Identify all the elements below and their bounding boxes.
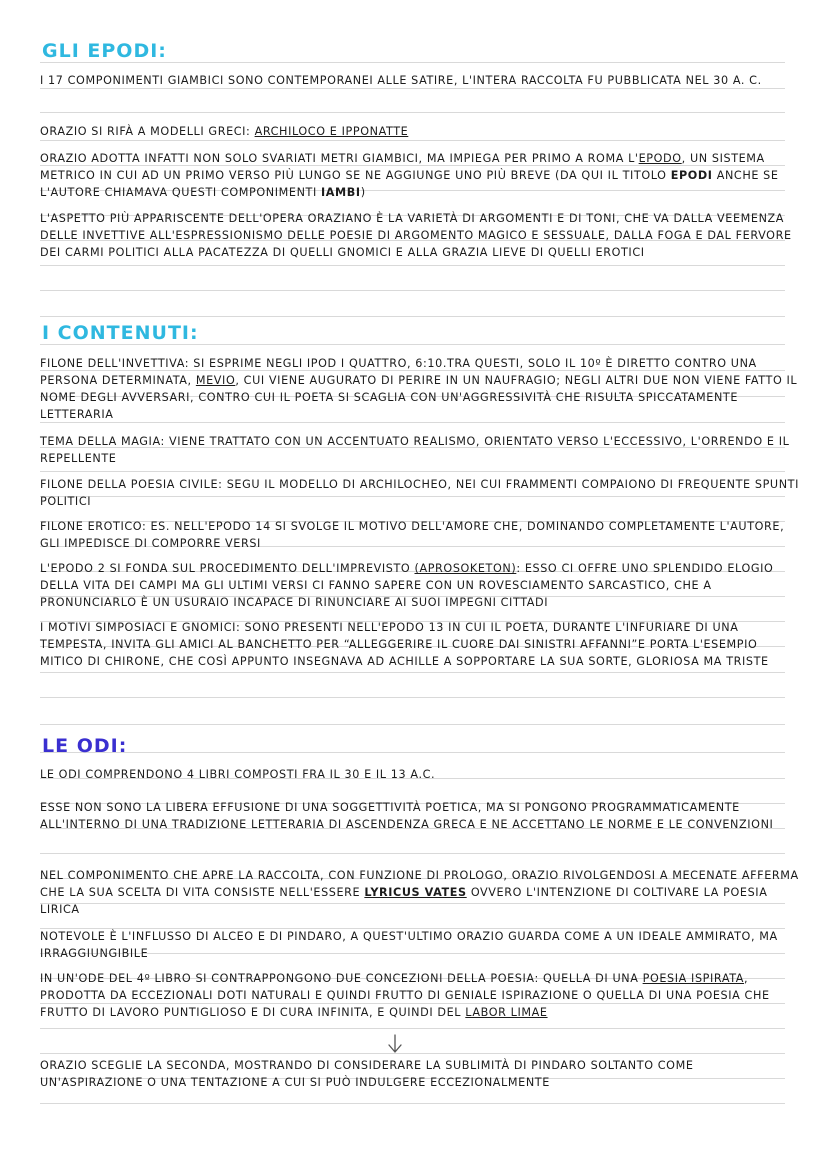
epodi-paragraph-2 (40, 123, 800, 140)
rule-line (40, 265, 785, 266)
rule-line (40, 853, 785, 854)
contenuti-p5-underlined: (APROSOKETON) (414, 562, 517, 575)
contenuti-paragraph-3: FILONE DELLA POESIA CIVILE: SEGU IL MODELLO DI ARCHILOCHEO, NEI CUI FRAMMENTI COMPAIONO DI FREQUENTE SPUNTI POLITICI (40, 478, 800, 508)
section-title-odi: LE ODI: (42, 735, 128, 757)
section-title-contenuti: I CONTENUTI: (42, 322, 199, 344)
contenuti-p5-text-b: : ESSO CI OFFRE UNO SPLENDIDO ELOGIO DELLA VITA DEI CAMPI MA GLI ULTIMI VERSI CI FANNO SAPERE CON UN ROVESCIAMENTO SARCASTICO, CHE A PRONUNCIARLO È UN USURAIO INCAPACE DI RINUNCIARE AI SUOI IMPEGNI CITTADI (40, 562, 774, 609)
contenuti-paragraph-6: I MOTIVI SIMPOSIACI E GNOMICI: SONO PRESENTI NELL'EPODO 13 IN CUI IL POETA, DURANTE L'INFURIARE DI UNA TEMPESTA, INVITA GLI AMICI AL BANCHETTO PER “ALLEGGERIRE IL CUORE DAI SINISTRI AFFANNI”E PORTA L'ESEMPIO MITICO DI CHIRONE, CHE COSÌ APPUNTO INSEGNAVA AD ACHILLE A SOPPORTARE LA SUA SORTE, GLORIOSA MA TRISTE (40, 621, 769, 668)
odi-p5-underlined-2: LABOR LIMAE (465, 1006, 548, 1019)
odi-p3-text-b: OVVERO L'INTENZIONE DI COLTIVARE LA POESIA LIRICA (40, 886, 768, 916)
rule-line (40, 316, 785, 317)
section-title-epodi: GLI EPODI: (42, 40, 167, 62)
odi-paragraph-4: NOTEVOLE È L'INFLUSSO DI ALCEO E DI PINDARO, A QUEST'ULTIMO ORAZIO GUARDA COME A UN IDEALE AMMIRATO, MA IRRAGGIUNGIBILE (40, 930, 778, 960)
down-arrow-icon (385, 1033, 405, 1055)
contenuti-paragraph-5 (40, 560, 800, 611)
epodi-p2-underlined: ARCHILOCO E IPPONATTE (254, 125, 409, 138)
rule-line (40, 112, 785, 113)
odi-p5-text-b: , PRODOTTA DA ECCEZIONALI DOTI NATURALI E QUINDI FRUTTO DI GENIALE ISPIRAZIONE O QUELLA DI UNA POESIA CHE FRUTTO DI LAVORO PUNTIGLIOSO E DI CURA INFINITA, E QUINDI DEL (40, 972, 770, 1019)
rule-line (40, 672, 785, 673)
rule-line (40, 290, 785, 291)
contenuti-p1-text-a: FILONE DELL'INVETTIVA: SI ESPRIME NEGLI IPOD I QUATTRO, 6:10.TRA QUESTI, SOLO IL 10º È DIRETTO CONTRO UNA PERSONA DETERMINATA, (40, 357, 757, 387)
epodi-paragraph-3 (40, 150, 800, 201)
rule-line (40, 724, 785, 725)
epodi-p3-text-d: ) (360, 186, 366, 199)
epodi-p3-text-b: , UN SISTEMA METRICO IN CUI AD UN PRIMO VERSO PIÙ LUNGO SE NE AGGIUNGE UNO PIÙ BREVE (DA QUI IL TITOLO (40, 152, 765, 182)
epodi-paragraph-4: L'ASPETTO PIÙ APPARISCENTE DELL'OPERA ORAZIANO È LA VARIETÀ DI ARGOMENTI E DI TONI, CHE VA DALLA VEEMENZA DELLE INVETTIVE ALL'ESPRESSIONISMO DELLE POESIE DI ARGOMENTO MAGICO E SESSUALE, DALLA FOGA E DAL FERVORE DEI CARMI POLITICI ALLA PACATEZZA DI QUELLI GNOMICI E ALLA GRAZIA LIEVE DI QUELLI EROTICI (40, 212, 792, 259)
rule-line (40, 1053, 785, 1054)
odi-p5-underlined-1: POESIA ISPIRATA (642, 972, 745, 985)
rule-line (40, 752, 785, 753)
epodi-p3-underlined: EPODO (638, 152, 682, 165)
rule-line (40, 697, 785, 698)
contenuti-paragraph-4: FILONE EROTICO: ES. NELL'EPODO 14 SI SVOLGE IL MOTIVO DELL'AMORE CHE, DOMINANDO COMPLETAMENTE L'AUTORE, GLI IMPEDISCE DI COMPORRE VERSI (40, 520, 785, 550)
contenuti-paragraph-2: TEMA DELLA MAGIA: VIENE TRATTATO CON UN ACCENTUATO REALISMO, ORIENTATO VERSO L'ECCESSIVO, L'ORRENDO E IL REPELLENTE (40, 435, 790, 465)
odi-paragraph-6: ORAZIO SCEGLIE LA SECONDA, MOSTRANDO DI CONSIDERARE LA SUBLIMITÀ DI PINDARO SOLTANTO COME UN'ASPIRAZIONE O UNA TENTAZIONE A CUI SI PUÒ INDULGERE ECCEZIONALMENTE (40, 1059, 694, 1089)
rule-line (40, 62, 785, 63)
contenuti-p1-text-b: , CUI VIENE AUGURATO DI PERIRE IN UN NAUFRAGIO; NEGLI ALTRI DUE NON VIENE FATTO IL NOME DEGLI AVVERSARI, CONTRO CUI IL POETA SI SCAGLIA CON UN'AGGRESSIVITÀ CHE RISULTA SPICCATAMENTE LETTERARIA (40, 374, 798, 421)
epodi-p3-text-c: ANCHE SE L'AUTORE CHIAMAVA QUESTI COMPONIMENTI (40, 169, 779, 199)
odi-paragraph-1: LE ODI COMPRENDONO 4 LIBRI COMPOSTI FRA IL 30 E IL 13 A.C. (40, 768, 436, 781)
odi-p3-underlined: LYRICUS VATES (364, 886, 467, 899)
odi-paragraph-5 (40, 970, 800, 1021)
odi-paragraph-3 (40, 867, 800, 918)
rule-line (40, 1103, 785, 1104)
contenuti-p5-text-a: L'EPODO 2 SI FONDA SUL PROCEDIMENTO DELL'IMPREVISTO (40, 562, 415, 575)
odi-paragraph-2: ESSE NON SONO LA LIBERA EFFUSIONE DI UNA SOGGETTIVITÀ POETICA, MA SI PONGONO PROGRAMMATICAMENTE ALL'INTERNO DI UNA TRADIZIONE LETTERARIA DI ASCENDENZA GRECA E NE ACCETTANO LE NORME E LE CONVENZIONI (40, 801, 774, 831)
epodi-p3-bold-1: EPODI (670, 169, 713, 182)
epodi-p3-text-a: ORAZIO ADOTTA INFATTI NON SOLO SVARIATI METRI GIAMBICI, MA IMPIEGA PER PRIMO A ROMA L' (40, 152, 639, 165)
odi-p3-text-a: NEL COMPONIMENTO CHE APRE LA RACCOLTA, CON FUNZIONE DI PROLOGO, ORAZIO RIVOLGENDOSI A MECENATE AFFERMA CHE LA SUA SCELTA DI VITA CONSISTE NELL'ESSERE (40, 869, 799, 899)
rule-line (40, 344, 785, 345)
rule-line (40, 471, 785, 472)
epodi-p3-bold-2: IAMBI (321, 186, 361, 199)
rule-line (40, 1028, 785, 1029)
odi-p5-text-a: IN UN'ODE DEL 4º LIBRO SI CONTRAPPONGONO DUE CONCEZIONI DELLA POESIA: QUELLA DI UNA (40, 972, 643, 985)
contenuti-p1-underlined: MEVIO (195, 374, 236, 387)
contenuti-paragraph-1 (40, 355, 800, 423)
epodi-p2-text: ORAZIO SI RIFÀ A MODELLI GRECI: (40, 125, 255, 138)
rule-line (40, 140, 785, 141)
epodi-paragraph-1: I 17 COMPONIMENTI GIAMBICI SONO CONTEMPORANEI ALLE SATIRE, L'INTERA RACCOLTA FU PUBBLICATA NEL 30 A. C. (40, 74, 762, 87)
